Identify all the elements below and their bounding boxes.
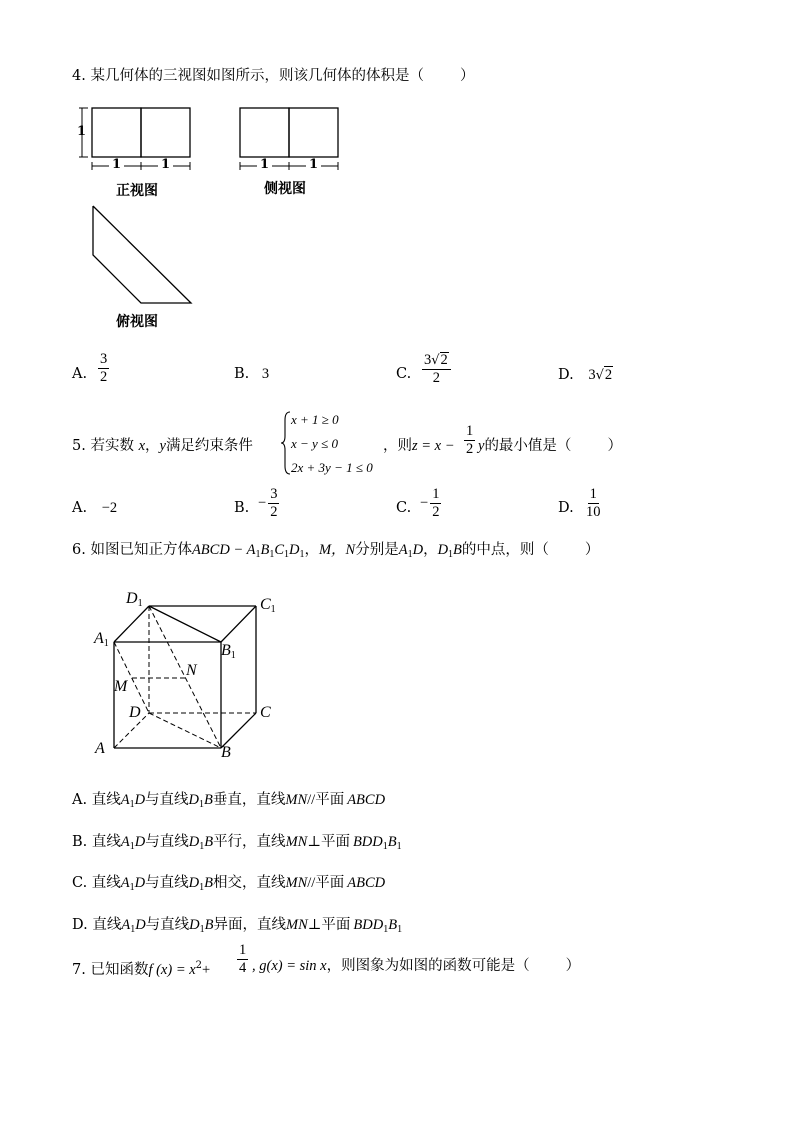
edge-A1D1 bbox=[114, 606, 149, 642]
constraint-1: x + 1 ≥ 0 bbox=[291, 412, 339, 427]
label-C: C bbox=[260, 704, 271, 721]
top-view-caption: 俯视图 bbox=[116, 314, 158, 330]
constraint-3: 2x + 3y − 1 ≤ 0 bbox=[291, 460, 373, 475]
question-6-stem: 6. 如图已知正方体ABCD − $A_1B_1C_1D_1$，M，N分别是$A_1D$，$D_1B$的中点，则（ ） bbox=[72, 542, 600, 560]
diag-DB bbox=[149, 713, 221, 748]
label-D1: $D_1$ bbox=[126, 590, 143, 609]
q6-option-a[interactable]: A. 直线$A_1D$与直线$D_1B$垂直，直线MN//平面 ABCD bbox=[72, 792, 386, 810]
front-dim-width-2: 1 bbox=[161, 157, 171, 172]
question-5-tail: y的最小值是（ ） bbox=[478, 438, 622, 454]
diag-D1B bbox=[149, 606, 221, 748]
side-view-figure bbox=[222, 100, 347, 175]
label-A: A bbox=[95, 740, 105, 757]
q5-option-c[interactable]: C. bbox=[396, 500, 412, 516]
label-C1: $C_1$ bbox=[260, 596, 276, 615]
constraint-2: x − y ≤ 0 bbox=[291, 436, 338, 451]
label-B1: $B_1$ bbox=[221, 642, 236, 661]
q5-option-a[interactable]: A. −2 bbox=[72, 500, 118, 516]
front-view-left-square bbox=[92, 108, 141, 157]
q4-option-c-value: $\frac{3√2}{2}$ bbox=[420, 352, 453, 386]
question-5-stem: 5. 若实数 x，y满足约束条件 bbox=[72, 438, 253, 454]
edge-BC bbox=[221, 713, 256, 748]
label-N: N bbox=[186, 662, 197, 679]
label-M: M bbox=[114, 678, 128, 695]
q5-option-b-value: − $\frac{3}{2}$ bbox=[258, 486, 278, 521]
question-4-stem: 4. 某几何体的三视图如图所示，则该几何体的体积是（ ） bbox=[72, 68, 475, 84]
q7-fraction: $\frac{1}{4}$ bbox=[239, 942, 247, 977]
label-A1: $A_1$ bbox=[94, 630, 109, 649]
q6-option-b[interactable]: B. 直线$A_1D$与直线$D_1B$平行，直线MN⊥平面 $BDD_1B_1$ bbox=[72, 834, 402, 852]
q4-option-b[interactable]: B. 3 bbox=[234, 366, 270, 382]
q6-option-c[interactable]: C. 直线$A_1D$与直线$D_1B$相交，直线MN//平面 ABCD bbox=[72, 875, 386, 893]
edge-D1B1 bbox=[149, 606, 221, 642]
front-view-figure bbox=[74, 100, 199, 175]
q6-option-d[interactable]: D. 直线$A_1D$与直线$D_1B$异面，直线MN⊥平面 $BDD_1B_1$ bbox=[72, 917, 403, 935]
top-view-outline bbox=[93, 206, 191, 303]
top-view-figure bbox=[85, 200, 200, 308]
side-view-left-square bbox=[240, 108, 289, 157]
q5-option-c-value: − $\frac{1}{2}$ bbox=[420, 486, 440, 521]
label-D: D bbox=[129, 704, 141, 721]
side-dim-width-2: 1 bbox=[309, 157, 319, 172]
front-dim-width-1: 1 bbox=[112, 157, 122, 172]
objective-fraction: $\frac{1}{2}$ bbox=[466, 423, 474, 458]
label-B: B bbox=[221, 744, 231, 761]
q4-option-a[interactable]: A. bbox=[72, 366, 88, 382]
q4-option-d[interactable]: D. 3√2 bbox=[558, 367, 613, 383]
question-7-stem-start: 7. 已知函数f $(x) = x^2+$ bbox=[72, 960, 211, 978]
side-view-right-square bbox=[289, 108, 338, 157]
front-dim-height: 1 bbox=[77, 124, 87, 139]
q5-option-d-value: $\frac{1}{10}$ bbox=[586, 486, 601, 521]
question-7-stem-end: , g(x) = sin x，则图象为如图的函数可能是（ ） bbox=[252, 958, 581, 974]
q4-option-c[interactable]: C. bbox=[396, 366, 412, 382]
side-view-caption: 侧视图 bbox=[264, 181, 306, 197]
q4-option-a-value: $\frac{3}{2}$ bbox=[100, 351, 108, 386]
front-view-right-square bbox=[141, 108, 190, 157]
question-5-objective: ，则z = x − bbox=[383, 438, 455, 454]
q5-option-b[interactable]: B. bbox=[234, 500, 250, 516]
front-view-caption: 正视图 bbox=[116, 183, 158, 199]
edge-B1C1 bbox=[221, 606, 256, 642]
side-dim-width-1: 1 bbox=[260, 157, 270, 172]
q5-option-d[interactable]: D. bbox=[558, 500, 574, 516]
